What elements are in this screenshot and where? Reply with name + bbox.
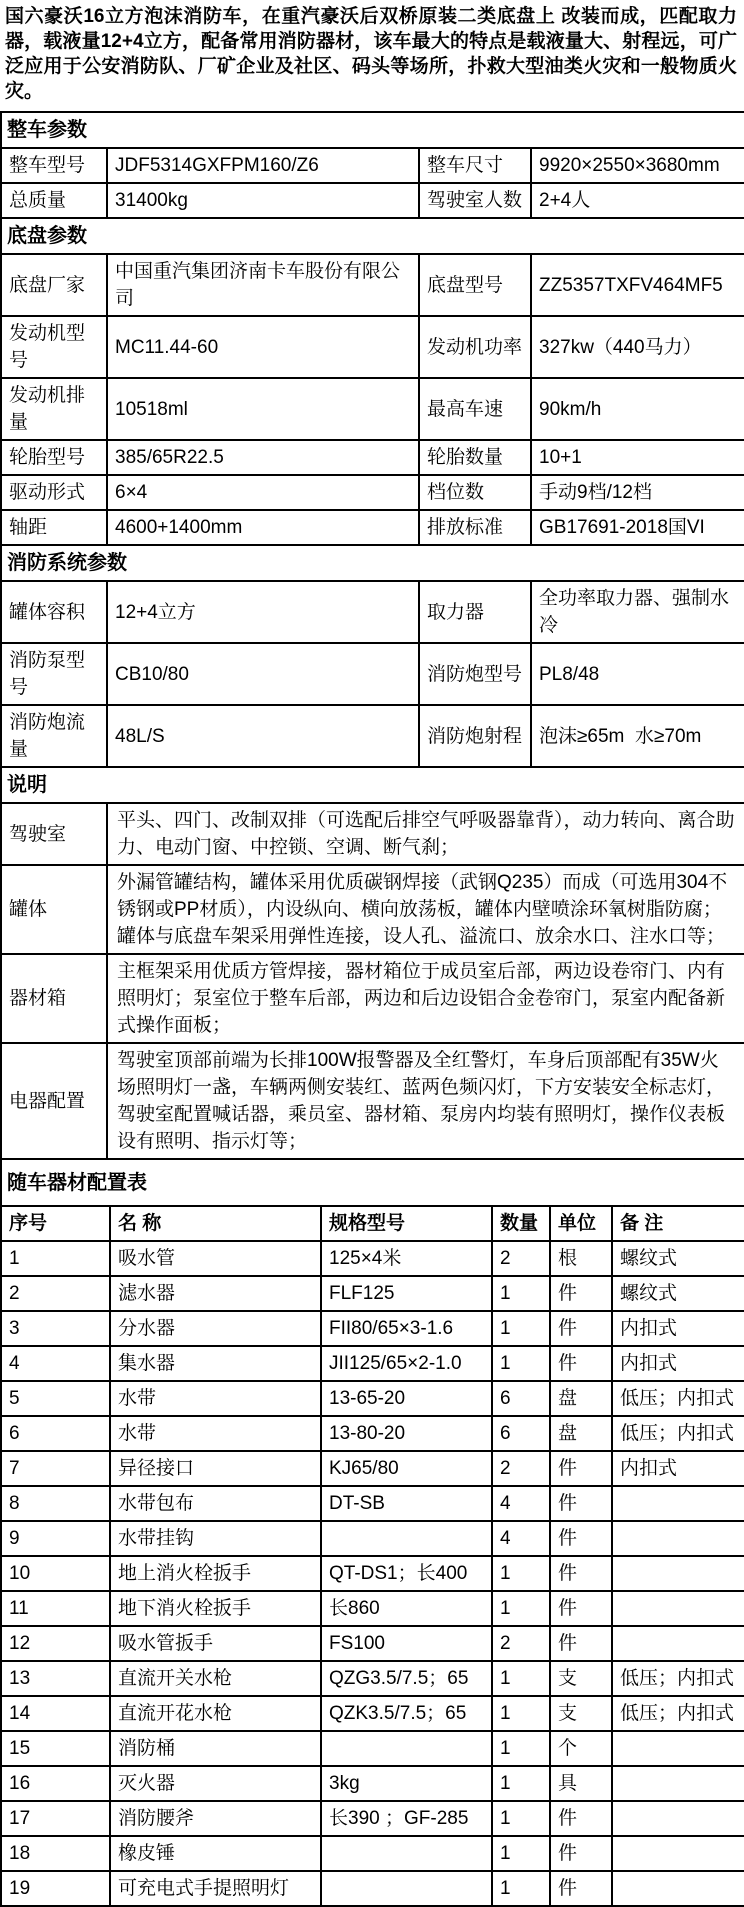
equipment-cell-qty: 2 [492, 1626, 550, 1661]
column-header-name: 名 称 [110, 1206, 321, 1241]
param-value: 10518ml [107, 378, 419, 440]
equipment-cell-qty: 2 [492, 1451, 550, 1486]
equipment-cell-note: 螺纹式 [612, 1241, 744, 1276]
note-label: 罐体 [1, 865, 107, 954]
equipment-cell-qty: 1 [492, 1311, 550, 1346]
param-label: 消防炮流量 [1, 705, 107, 767]
equipment-row [1, 1661, 744, 1696]
param-value: 9920×2550×3680mm [531, 148, 744, 183]
equipment-cell-name: 可充电式手提照明灯 [110, 1871, 321, 1906]
equipment-cell-no: 9 [1, 1521, 110, 1556]
equipment-body [1, 1159, 744, 1906]
equipment-cell-spec: FLF125 [321, 1276, 492, 1311]
equipment-row [1, 1871, 744, 1906]
equipment-cell-name: 吸水管扳手 [110, 1626, 321, 1661]
equipment-cell-spec: QZG3.5/7.5；65 [321, 1661, 492, 1696]
param-label: 最高车速 [419, 378, 531, 440]
vehicle-parameters-body [1, 112, 744, 767]
notes-body [1, 767, 744, 1159]
equipment-cell-unit: 盘 [550, 1381, 612, 1416]
equipment-row [1, 1276, 744, 1311]
equipment-cell-qty: 2 [492, 1241, 550, 1276]
equipment-cell-name: 吸水管 [110, 1241, 321, 1276]
note-text: 外漏管罐结构，罐体采用优质碳钢焊接（武钢Q235）而成（可选用304不锈钢或PP材质），内设纵向、横向放荡板，罐体内壁喷涂环氧树脂防腐；罐体与底盘车架采用弹性连接，设人孔、溢流口、放余水口、注水口等； [107, 865, 744, 954]
equipment-row [1, 1836, 744, 1871]
equipment-cell-unit: 支 [550, 1696, 612, 1731]
equipment-cell-qty: 1 [492, 1731, 550, 1766]
equipment-cell-spec: 长860 [321, 1591, 492, 1626]
param-label: 底盘厂家 [1, 254, 107, 316]
param-row [1, 148, 744, 183]
equipment-cell-spec: KJ65/80 [321, 1451, 492, 1486]
equipment-cell-no: 10 [1, 1556, 110, 1591]
equipment-cell-no: 6 [1, 1416, 110, 1451]
param-label: 轮胎型号 [1, 440, 107, 475]
equipment-cell-qty: 6 [492, 1381, 550, 1416]
equipment-cell-qty: 1 [492, 1836, 550, 1871]
equipment-cell-spec: 13-65-20 [321, 1381, 492, 1416]
equipment-cell-spec: 长390 ；GF-285 [321, 1801, 492, 1836]
equipment-row [1, 1241, 744, 1276]
param-label: 发动机功率 [419, 316, 531, 378]
equipment-cell-qty: 1 [492, 1346, 550, 1381]
section-title: 消防系统参数 [1, 545, 744, 581]
param-row [1, 643, 744, 705]
equipment-row [1, 1311, 744, 1346]
param-label: 档位数 [419, 475, 531, 510]
section-title: 整车参数 [1, 112, 744, 148]
equipment-cell-spec: 13-80-20 [321, 1416, 492, 1451]
column-header-note: 备 注 [612, 1206, 744, 1241]
equipment-cell-note: 内扣式 [612, 1346, 744, 1381]
section-title-row [1, 545, 744, 581]
equipment-cell-name: 水带 [110, 1416, 321, 1451]
note-text: 平头、四门、改制双排（可选配后排空气呼吸器靠背），动力转向、离合助力、电动门窗、中控锁、空调、断气刹； [107, 803, 744, 865]
equipment-cell-no: 8 [1, 1486, 110, 1521]
equipment-cell-spec [321, 1871, 492, 1906]
equipment-row [1, 1521, 744, 1556]
param-label: 整车尺寸 [419, 148, 531, 183]
equipment-cell-note [612, 1836, 744, 1871]
equipment-cell-qty: 1 [492, 1801, 550, 1836]
equipment-row [1, 1731, 744, 1766]
equipment-cell-no: 18 [1, 1836, 110, 1871]
equipment-cell-qty: 1 [492, 1591, 550, 1626]
equipment-cell-note [612, 1591, 744, 1626]
param-value: 12+4立方 [107, 581, 419, 643]
equipment-cell-qty: 1 [492, 1556, 550, 1591]
section-title-row [1, 1159, 744, 1206]
column-header-qty: 数量 [492, 1206, 550, 1241]
equipment-cell-no: 2 [1, 1276, 110, 1311]
equipment-cell-qty: 1 [492, 1696, 550, 1731]
equipment-cell-no: 1 [1, 1241, 110, 1276]
equipment-cell-qty: 1 [492, 1871, 550, 1906]
equipment-header-row [1, 1206, 744, 1241]
equipment-cell-note [612, 1731, 744, 1766]
equipment-cell-no: 15 [1, 1731, 110, 1766]
param-label: 发动机型号 [1, 316, 107, 378]
column-header-unit: 单位 [550, 1206, 612, 1241]
equipment-cell-name: 地上消火栓扳手 [110, 1556, 321, 1591]
equipment-cell-no: 11 [1, 1591, 110, 1626]
param-row [1, 510, 744, 545]
equipment-cell-note [612, 1486, 744, 1521]
equipment-cell-note: 内扣式 [612, 1311, 744, 1346]
param-label: 底盘型号 [419, 254, 531, 316]
equipment-cell-no: 19 [1, 1871, 110, 1906]
equipment-cell-unit: 具 [550, 1766, 612, 1801]
param-value: MC11.44-60 [107, 316, 419, 378]
equipment-cell-spec: FII80/65×3-1.6 [321, 1311, 492, 1346]
equipment-row [1, 1696, 744, 1731]
param-label: 取力器 [419, 581, 531, 643]
equipment-cell-name: 分水器 [110, 1311, 321, 1346]
param-value: 327kw（440马力） [531, 316, 744, 378]
param-row [1, 475, 744, 510]
param-label: 发动机排量 [1, 378, 107, 440]
equipment-cell-spec: JII125/65×2-1.0 [321, 1346, 492, 1381]
param-label: 驱动形式 [1, 475, 107, 510]
param-label: 消防炮型号 [419, 643, 531, 705]
param-value: 385/65R22.5 [107, 440, 419, 475]
equipment-cell-unit: 件 [550, 1311, 612, 1346]
equipment-cell-no: 13 [1, 1661, 110, 1696]
equipment-cell-no: 4 [1, 1346, 110, 1381]
note-label: 器材箱 [1, 954, 107, 1043]
equipment-cell-qty: 4 [492, 1486, 550, 1521]
note-label: 驾驶室 [1, 803, 107, 865]
equipment-cell-unit: 件 [550, 1591, 612, 1626]
equipment-cell-unit: 件 [550, 1486, 612, 1521]
equipment-table [0, 1158, 744, 1907]
equipment-row [1, 1801, 744, 1836]
equipment-cell-unit: 件 [550, 1521, 612, 1556]
notes-table [0, 766, 744, 1160]
param-row [1, 440, 744, 475]
section-title: 随车器材配置表 [1, 1159, 744, 1206]
equipment-cell-qty: 6 [492, 1416, 550, 1451]
param-value: GB17691-2018国VI [531, 510, 744, 545]
equipment-cell-unit: 盘 [550, 1416, 612, 1451]
equipment-cell-name: 直流开关水枪 [110, 1661, 321, 1696]
section-title-row [1, 767, 744, 803]
equipment-cell-no: 7 [1, 1451, 110, 1486]
equipment-row [1, 1451, 744, 1486]
equipment-cell-unit: 件 [550, 1836, 612, 1871]
equipment-cell-name: 直流开花水枪 [110, 1696, 321, 1731]
param-value: 全功率取力器、强制水冷 [531, 581, 744, 643]
equipment-cell-unit: 件 [550, 1626, 612, 1661]
equipment-cell-name: 消防桶 [110, 1731, 321, 1766]
equipment-cell-spec [321, 1731, 492, 1766]
note-row [1, 954, 744, 1043]
equipment-row [1, 1416, 744, 1451]
equipment-cell-name: 灭火器 [110, 1766, 321, 1801]
equipment-cell-note [612, 1521, 744, 1556]
param-value: ZZ5357TXFV464MF5 [531, 254, 744, 316]
equipment-cell-note: 螺纹式 [612, 1276, 744, 1311]
note-row [1, 803, 744, 865]
param-value: 2+4人 [531, 183, 744, 218]
equipment-cell-name: 集水器 [110, 1346, 321, 1381]
equipment-cell-spec: 3kg [321, 1766, 492, 1801]
param-label: 消防炮射程 [419, 705, 531, 767]
equipment-cell-unit: 支 [550, 1661, 612, 1696]
note-label: 电器配置 [1, 1043, 107, 1159]
equipment-cell-unit: 件 [550, 1556, 612, 1591]
equipment-cell-note [612, 1801, 744, 1836]
section-title: 说明 [1, 767, 744, 803]
equipment-cell-note: 低压；内扣式 [612, 1416, 744, 1451]
param-value: 31400kg [107, 183, 419, 218]
param-label: 罐体容积 [1, 581, 107, 643]
equipment-cell-spec: FS100 [321, 1626, 492, 1661]
param-value: PL8/48 [531, 643, 744, 705]
vehicle-parameters-table [0, 111, 744, 768]
equipment-cell-no: 17 [1, 1801, 110, 1836]
equipment-cell-note [612, 1766, 744, 1801]
equipment-cell-unit: 根 [550, 1241, 612, 1276]
equipment-cell-note [612, 1626, 744, 1661]
param-value: JDF5314GXFPM160/Z6 [107, 148, 419, 183]
column-header-spec: 规格型号 [321, 1206, 492, 1241]
note-row [1, 1043, 744, 1159]
param-row [1, 705, 744, 767]
note-row [1, 865, 744, 954]
param-label: 整车型号 [1, 148, 107, 183]
param-value: 10+1 [531, 440, 744, 475]
section-title: 底盘参数 [1, 218, 744, 254]
note-text: 驾驶室顶部前端为长排100W报警器及全红警灯，车身后顶部配有35W火场照明灯一盏，车辆两侧安装红、蓝两色频闪灯，下方安装安全标志灯，驾驶室配置喊话器，乘员室、器材箱、泵房内均装有照明灯，操作仪表板设有照明、指示灯等； [107, 1043, 744, 1159]
equipment-row [1, 1556, 744, 1591]
param-value: 4600+1400mm [107, 510, 419, 545]
equipment-cell-note: 内扣式 [612, 1451, 744, 1486]
equipment-cell-note: 低压；内扣式 [612, 1381, 744, 1416]
section-title-row [1, 112, 744, 148]
equipment-cell-unit: 件 [550, 1451, 612, 1486]
equipment-cell-no: 14 [1, 1696, 110, 1731]
equipment-cell-name: 水带 [110, 1381, 321, 1416]
equipment-row [1, 1766, 744, 1801]
param-value: 手动9档/12档 [531, 475, 744, 510]
param-row [1, 581, 744, 643]
equipment-row [1, 1486, 744, 1521]
equipment-cell-qty: 4 [492, 1521, 550, 1556]
param-value: 48L/S [107, 705, 419, 767]
equipment-cell-name: 水带包布 [110, 1486, 321, 1521]
param-value: 中国重汽集团济南卡车股份有限公司 [107, 254, 419, 316]
equipment-cell-no: 3 [1, 1311, 110, 1346]
note-text: 主框架采用优质方管焊接，器材箱位于成员室后部，两边设卷帘门、内有照明灯；泵室位于整车后部，两边和后边设铝合金卷帘门，泵室内配备新式操作面板； [107, 954, 744, 1043]
equipment-cell-unit: 件 [550, 1276, 612, 1311]
param-row [1, 378, 744, 440]
equipment-cell-unit: 个 [550, 1731, 612, 1766]
equipment-cell-note: 低压；内扣式 [612, 1696, 744, 1731]
equipment-cell-qty: 1 [492, 1276, 550, 1311]
intro-paragraph: 国六豪沃16立方泡沫消防车，在重汽豪沃后双桥原装二类底盘上 改装而成，匹配取力器，载液量12+4立方，配备常用消防器材，该车最大的特点是载液量大、射程远，可广泛应用于公安消防队、厂矿企业及社区、码头等场所，扑救大型油类火灾和一般物质火灾。 [5, 6, 737, 102]
equipment-cell-no: 12 [1, 1626, 110, 1661]
equipment-row [1, 1626, 744, 1661]
param-row [1, 254, 744, 316]
equipment-cell-spec [321, 1521, 492, 1556]
equipment-cell-name: 消防腰斧 [110, 1801, 321, 1836]
equipment-cell-unit: 件 [550, 1801, 612, 1836]
param-value: 90km/h [531, 378, 744, 440]
equipment-cell-name: 滤水器 [110, 1276, 321, 1311]
column-header-no: 序号 [1, 1206, 110, 1241]
equipment-cell-name: 地下消火栓扳手 [110, 1591, 321, 1626]
equipment-cell-note [612, 1556, 744, 1591]
equipment-cell-spec: 125×4米 [321, 1241, 492, 1276]
equipment-cell-name: 橡皮锤 [110, 1836, 321, 1871]
param-label: 消防泵型号 [1, 643, 107, 705]
equipment-row [1, 1591, 744, 1626]
equipment-cell-qty: 1 [492, 1766, 550, 1801]
param-label: 轮胎数量 [419, 440, 531, 475]
equipment-cell-spec: QT-DS1；长400 [321, 1556, 492, 1591]
equipment-cell-unit: 件 [550, 1871, 612, 1906]
param-value: CB10/80 [107, 643, 419, 705]
equipment-cell-note: 低压；内扣式 [612, 1661, 744, 1696]
equipment-cell-name: 水带挂钩 [110, 1521, 321, 1556]
param-label: 轴距 [1, 510, 107, 545]
param-row [1, 316, 744, 378]
param-value: 泡沫≥65m 水≥70m [531, 705, 744, 767]
equipment-row [1, 1346, 744, 1381]
param-label: 驾驶室人数 [419, 183, 531, 218]
section-title-row [1, 218, 744, 254]
equipment-cell-no: 5 [1, 1381, 110, 1416]
equipment-cell-spec: DT-SB [321, 1486, 492, 1521]
equipment-cell-name: 异径接口 [110, 1451, 321, 1486]
equipment-cell-unit: 件 [550, 1346, 612, 1381]
equipment-cell-note [612, 1871, 744, 1906]
equipment-cell-spec [321, 1836, 492, 1871]
param-value: 6×4 [107, 475, 419, 510]
param-label: 总质量 [1, 183, 107, 218]
equipment-row [1, 1381, 744, 1416]
param-row [1, 183, 744, 218]
equipment-cell-no: 16 [1, 1766, 110, 1801]
equipment-cell-spec: QZK3.5/7.5；65 [321, 1696, 492, 1731]
param-label: 排放标准 [419, 510, 531, 545]
equipment-cell-qty: 1 [492, 1661, 550, 1696]
